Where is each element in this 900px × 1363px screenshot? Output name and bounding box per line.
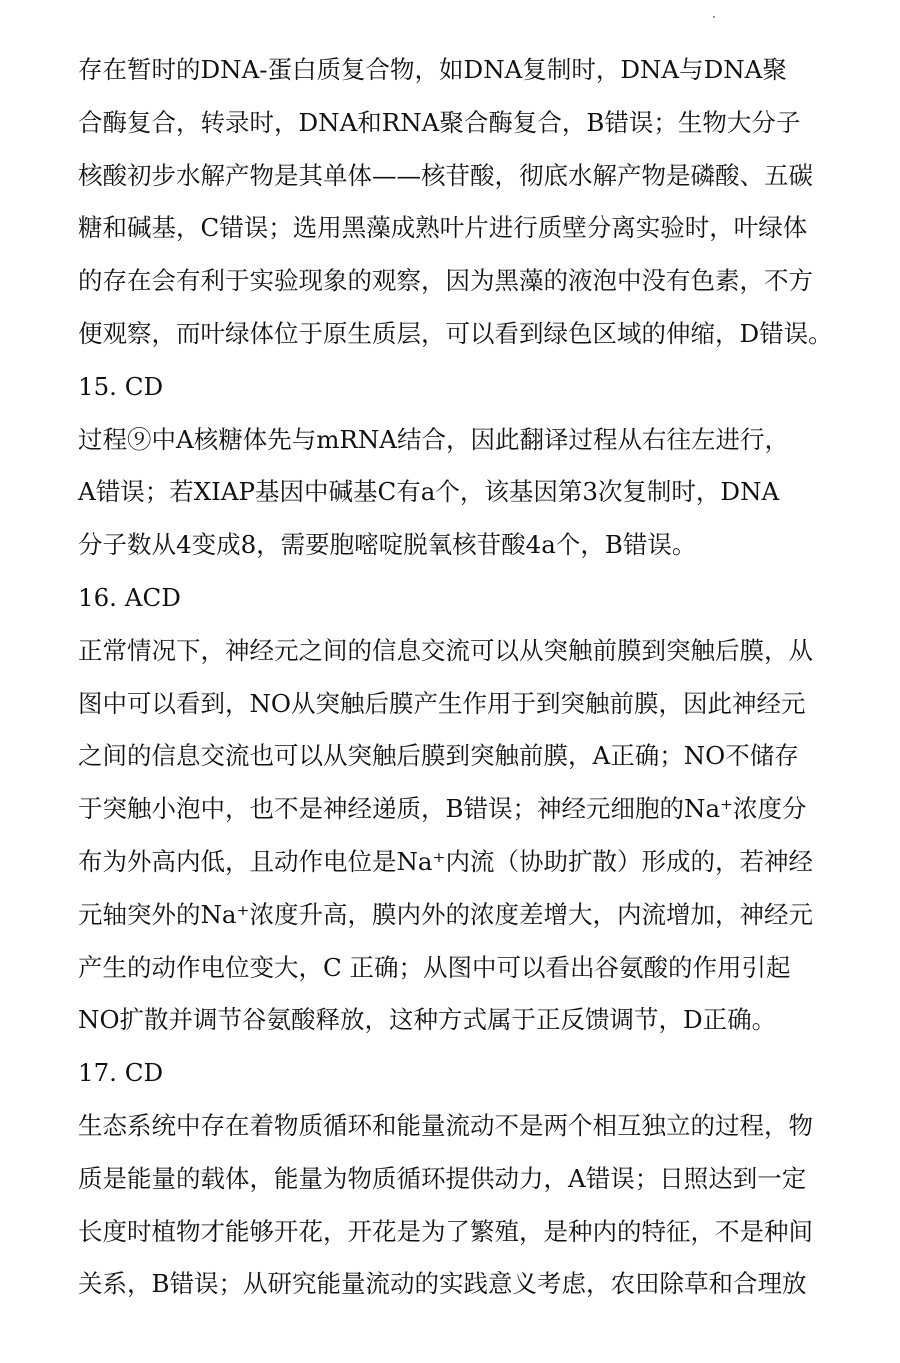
text-line: 布为外高内低，且动作电位是Na⁺内流（协助扩散）形成的，若神经 xyxy=(78,846,813,876)
text-line: 核酸初步水解产物是其单体——核苷酸，彻底水解产物是磷酸、五碳 xyxy=(78,160,813,190)
text-line: 过程⑨中A核糖体先与mRNA结合，因此翻译过程从右往左进行， xyxy=(78,424,789,454)
text-line: 图中可以看到，NO从突触后膜产生作用于到突触前膜，因此神经元 xyxy=(78,688,806,718)
answer-heading-17: 17. CD xyxy=(78,1058,164,1088)
text-line: 长度时植物才能够开花，开花是为了繁殖，是种内的特征，不是种间 xyxy=(78,1216,813,1246)
text-line: 分子数从4变成8，需要胞嘧啶脱氧核苷酸4a个，B错误。 xyxy=(78,530,697,560)
paragraph-q16 xyxy=(78,625,838,1047)
paragraph-q17 xyxy=(78,1100,838,1311)
text-line: 生态系统中存在着物质循环和能量流动不是两个相互独立的过程，物 xyxy=(78,1110,813,1140)
text-line: 合酶复合，转录时，DNA和RNA聚合酶复合，B错误；生物大分子 xyxy=(78,107,801,137)
text-line: 便观察，而叶绿体位于原生质层，可以看到绿色区域的伸缩，D错误。 xyxy=(78,318,833,348)
answer-heading-16: 16. ACD xyxy=(78,582,181,612)
answer-heading-15: 15. CD xyxy=(78,371,164,401)
answer-explanation-page xyxy=(78,44,838,1311)
text-line: NO扩散并调节谷氨酸释放，这种方式属于正反馈调节，D正确。 xyxy=(78,1005,777,1035)
text-line: 产生的动作电位变大，C 正确；从图中可以看出谷氨酸的作用引起 xyxy=(78,952,791,982)
paragraph-q15 xyxy=(78,414,838,572)
text-line: 关系，B错误；从研究能量流动的实践意义考虑，农田除草和合理放 xyxy=(78,1269,807,1299)
text-line: 正常情况下，神经元之间的信息交流可以从突触前膜到突触后膜，从 xyxy=(78,635,813,665)
paragraph-q14-continued xyxy=(78,44,838,361)
text-line: 的存在会有利于实验现象的观察，因为黑藻的液泡中没有色素，不方 xyxy=(78,266,813,296)
scan-speck xyxy=(713,16,715,18)
text-line: 之间的信息交流也可以从突触后膜到突触前膜，A正确；NO不储存 xyxy=(78,741,799,771)
text-line: 质是能量的载体，能量为物质循环提供动力，A错误；日照达到一定 xyxy=(78,1163,807,1193)
text-line: 糖和碱基，C错误；选用黑藻成熟叶片进行质壁分离实验时，叶绿体 xyxy=(78,213,808,243)
text-line: 存在暂时的DNA-蛋白质复合物，如DNA复制时，DNA与DNA聚 xyxy=(78,55,787,84)
text-line: A错误；若XIAP基因中碱基C有a个，该基因第3次复制时，DNA xyxy=(78,477,780,507)
text-line: 元轴突外的Na⁺浓度升高，膜内外的浓度差增大，内流增加，神经元 xyxy=(78,899,813,929)
text-line: 于突触小泡中，也不是神经递质，B错误；神经元细胞的Na⁺浓度分 xyxy=(78,794,807,824)
